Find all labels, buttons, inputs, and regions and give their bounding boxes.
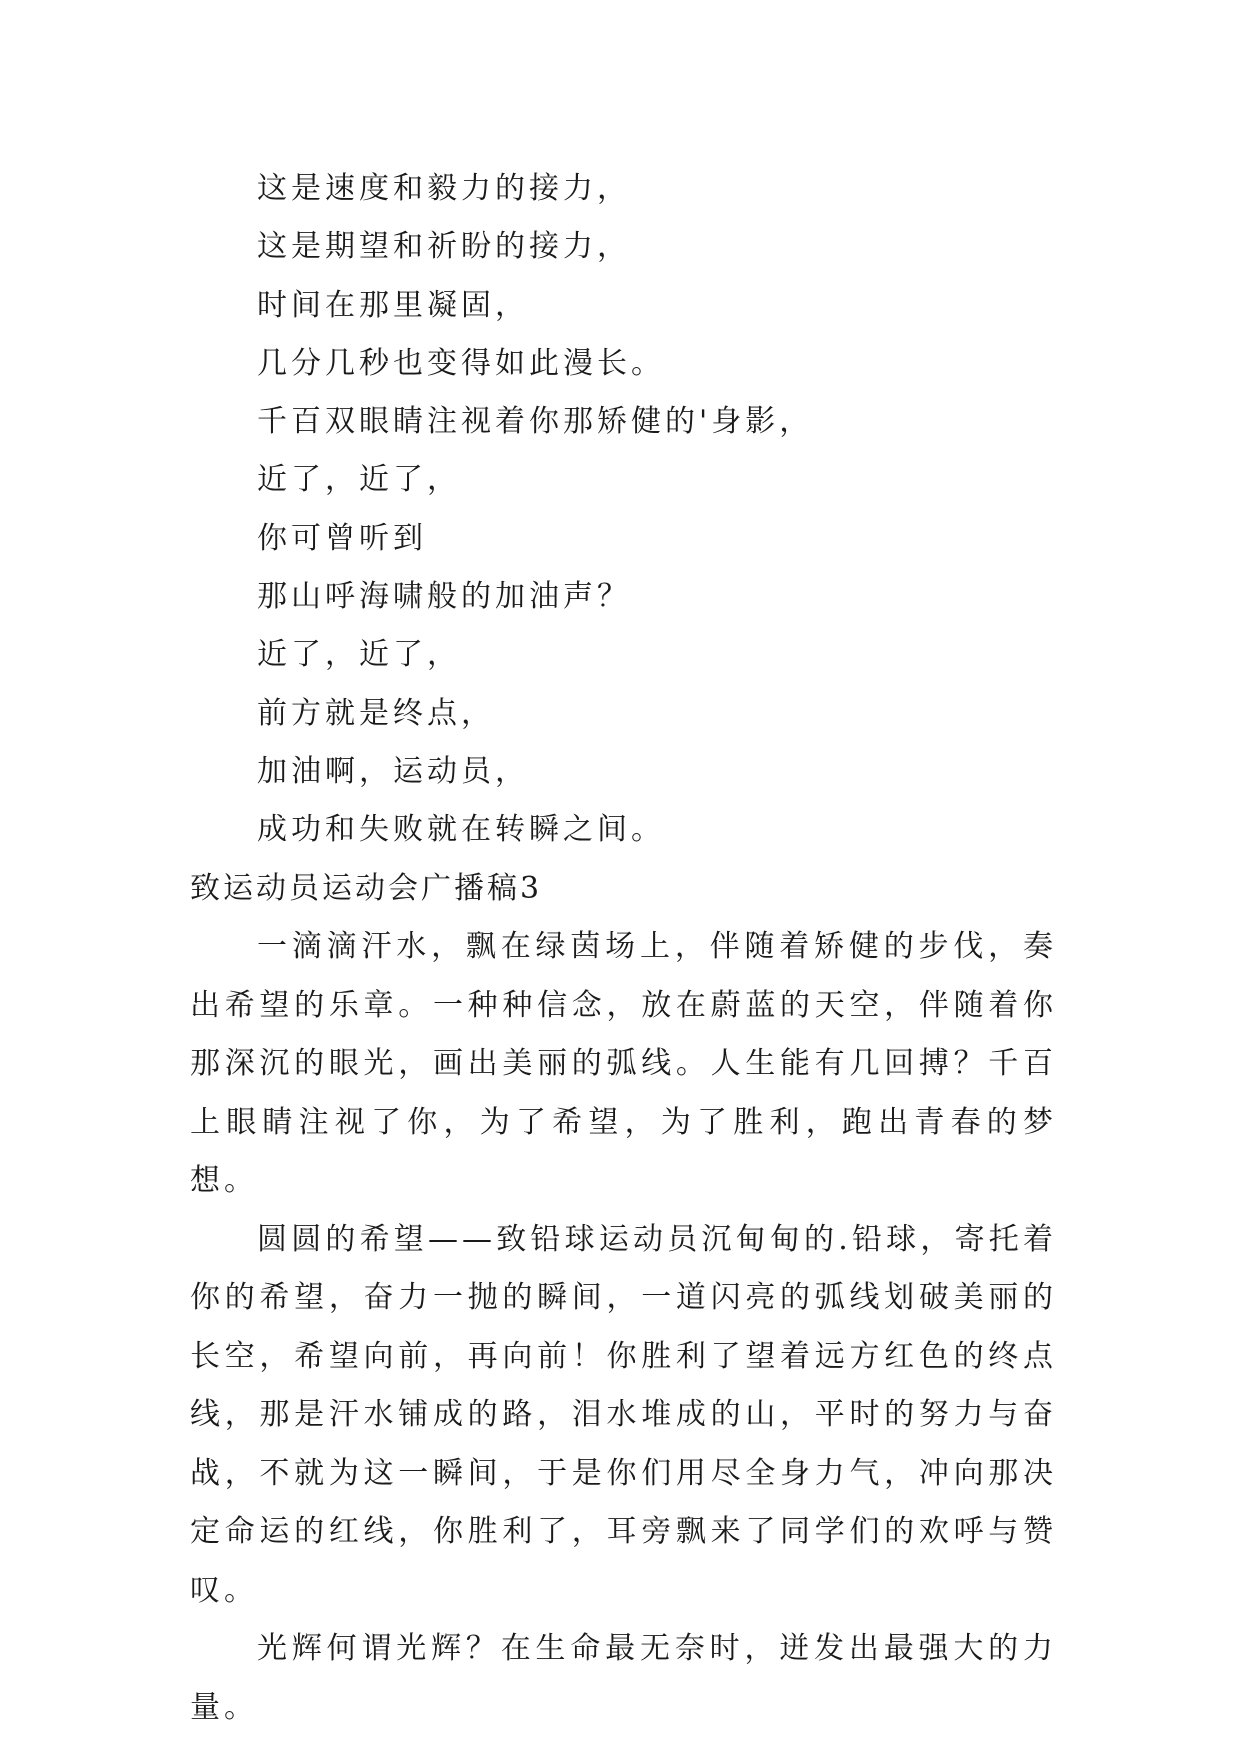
poem-line: 成功和失败就在转瞬之间。	[257, 812, 665, 848]
paragraph: 一滴滴汗水，飘在绿茵场上，伴随着矫健的步伐，奏出希望的乐章。一种种信念，放在蔚蓝的天空，伴随着你那深沉的眼光，画出美丽的弧线。人生能有几回搏？千百上眼睛注视了你，为了希望，为了胜利，跑出青春的梦想。	[190, 929, 1057, 1198]
poem-line: 近了，近了，	[257, 462, 461, 498]
paragraph: 圆圆的希望——致铅球运动员沉甸甸的.铅球，寄托着你的希望，奋力一抛的瞬间，一道闪亮的弧线划破美丽的长空，希望向前，再向前！你胜利了望着远方红色的终点线，那是汗水铺成的路，泪水堆成的山，平时的努力与奋战，不就为这一瞬间，于是你们用尽全身力气，冲向那决定命运的红线，你胜利了，耳旁飘来了同学们的欢呼与赞叹。	[190, 1221, 1057, 1608]
poem-block	[257, 160, 1057, 860]
poem-line: 这是期望和祈盼的接力，	[257, 229, 631, 265]
poem-line: 前方就是终点，	[257, 695, 495, 731]
poem-line: 时间在那里凝固，	[257, 287, 529, 323]
poem-line: 千百双眼睛注视着你那矫健的'身影，	[257, 404, 814, 440]
poem-line: 这是速度和毅力的接力，	[257, 171, 631, 206]
body-text	[190, 918, 1057, 1737]
poem-line: 近了，近了，	[257, 637, 461, 673]
poem-line: 那山呼海啸般的加油声？	[257, 579, 631, 615]
poem-line: 加油啊，运动员，	[257, 753, 529, 789]
paragraph: 光辉何谓光辉？在生命最无奈时，迸发出最强大的力量。	[190, 1631, 1057, 1725]
poem-line: 几分几秒也变得如此漫长。	[257, 345, 665, 381]
poem-line: 你可曾听到	[257, 520, 427, 556]
section-heading: 致运动员运动会广播稿3	[190, 871, 543, 906]
